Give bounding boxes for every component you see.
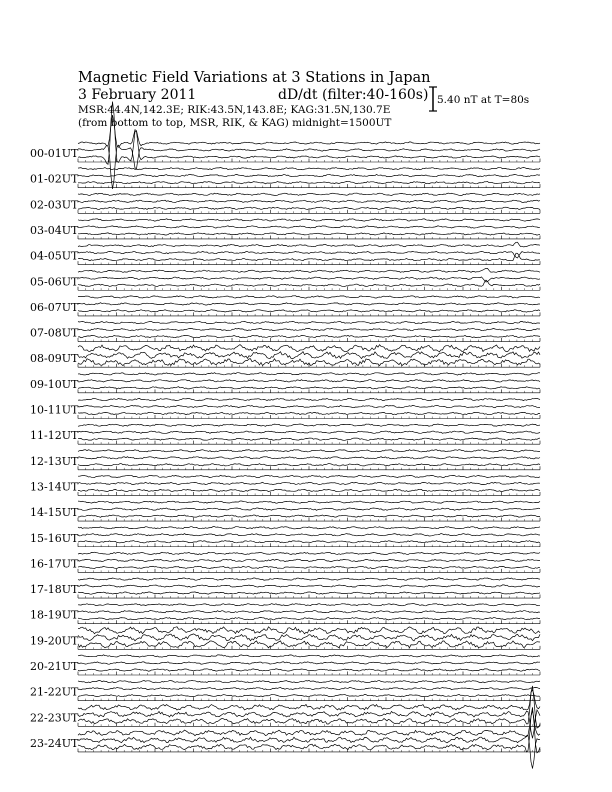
trace-msr	[78, 669, 540, 671]
trace-msr	[78, 489, 540, 491]
trace-kag	[78, 501, 540, 503]
trace-kag	[78, 627, 540, 634]
panel-label: 04-05UT	[30, 249, 79, 263]
panel-label: 11-12UT	[30, 429, 79, 443]
trace-kag	[78, 552, 540, 554]
trace-kag	[78, 398, 540, 400]
trace-rik	[78, 405, 540, 407]
panel-label: 01-02UT	[30, 172, 79, 186]
panel-label: 06-07UT	[30, 300, 79, 314]
trace-msr	[78, 592, 540, 594]
station-coordinates: MSR:44.4N,142.3E; RIK:43.5N,143.8E; KAG:31.5N,130.7E	[78, 104, 391, 116]
trace-msr	[78, 515, 540, 517]
trace-msr	[78, 686, 540, 728]
trace-kag	[78, 373, 540, 375]
trace-msr	[78, 182, 540, 184]
trace-kag	[78, 655, 540, 657]
panel-label: 20-21UT	[30, 660, 79, 673]
trace-msr	[78, 387, 540, 389]
trace-rik	[78, 431, 540, 433]
trace-msr	[78, 566, 540, 568]
trace-msr	[78, 102, 540, 165]
trace-rik	[78, 226, 540, 228]
panel-label: 12-13UT	[30, 454, 79, 468]
trace-msr	[78, 335, 540, 337]
trace-kag	[78, 450, 540, 452]
trace-rik	[78, 145, 540, 189]
trace-order-note: (from bottom to top, MSR, RIK, & KAG) midnight=1500UT	[78, 117, 392, 129]
trace-msr	[78, 694, 540, 696]
trace-rik	[78, 277, 540, 282]
trace-kag	[78, 527, 540, 529]
panel-label: 18-19UT	[30, 608, 79, 622]
trace-msr	[78, 280, 540, 286]
panel-label: 09-10UT	[30, 377, 79, 391]
trace-kag	[78, 296, 540, 298]
panel-label: 15-16UT	[30, 531, 79, 545]
panel-label: 10-11UT	[30, 403, 79, 417]
trace-msr	[78, 207, 540, 209]
panel-label: 19-20UT	[30, 634, 79, 648]
trace-rik	[78, 482, 540, 484]
trace-kag	[78, 321, 540, 323]
trace-msr	[78, 618, 540, 620]
trace-msr	[78, 438, 540, 440]
panel-label: 05-06UT	[30, 275, 79, 289]
trace-rik	[78, 585, 540, 587]
trace-kag	[78, 578, 540, 580]
trace-kag	[78, 242, 540, 247]
trace-kag	[78, 604, 540, 606]
trace-kag	[78, 115, 540, 147]
trace-rik	[78, 534, 540, 537]
trace-msr	[78, 464, 540, 466]
trace-rik	[78, 200, 540, 202]
panel-label: 16-17UT	[30, 557, 79, 571]
trace-msr	[78, 310, 540, 312]
trace-rik	[78, 251, 540, 258]
panel-label: 02-03UT	[30, 198, 79, 212]
trace-rik	[78, 380, 540, 382]
trace-rik	[78, 457, 540, 459]
trace-rik	[78, 508, 540, 510]
trace-msr	[78, 541, 540, 543]
panel-label: 23-24UT	[30, 736, 79, 750]
chart-date: 3 February 2011	[78, 87, 197, 103]
panel-label: 08-09UT	[30, 352, 79, 366]
trace-rik	[78, 352, 540, 359]
panel-label: 13-14UT	[30, 480, 79, 494]
panel-label: 03-04UT	[30, 223, 79, 237]
trace-kag	[78, 680, 540, 682]
trace-msr	[78, 412, 540, 414]
trace-kag	[78, 424, 540, 426]
trace-kag	[78, 219, 540, 221]
panel-label: 21-22UT	[30, 685, 79, 699]
trace-rik	[78, 611, 540, 613]
trace-rik	[78, 174, 540, 176]
panel-label: 22-23UT	[30, 711, 79, 725]
trace-msr	[78, 707, 540, 753]
trace-kag	[78, 345, 540, 352]
trace-rik	[78, 328, 540, 330]
trace-msr	[78, 253, 540, 261]
trace-kag	[78, 168, 540, 170]
trace-kag	[78, 193, 540, 195]
panel-label: 07-08UT	[30, 326, 79, 340]
trace-rik	[78, 634, 540, 641]
panel-label: 14-15UT	[30, 506, 79, 520]
filter-label: dD/dt (filter:40-160s)	[278, 87, 429, 103]
panel-label: 17-18UT	[30, 583, 79, 597]
trace-rik	[78, 303, 540, 305]
trace-kag	[78, 268, 540, 272]
panel-label: 00-01UT	[30, 147, 79, 160]
trace-msr	[78, 233, 540, 235]
trace-kag	[78, 475, 540, 477]
chart-title: Magnetic Field Variations at 3 Stations in Japan	[78, 70, 431, 86]
trace-rik	[78, 662, 540, 664]
trace-rik	[78, 559, 540, 561]
scale-label: 5.40 nT at T=80s	[437, 94, 530, 106]
trace-rik	[78, 688, 540, 690]
